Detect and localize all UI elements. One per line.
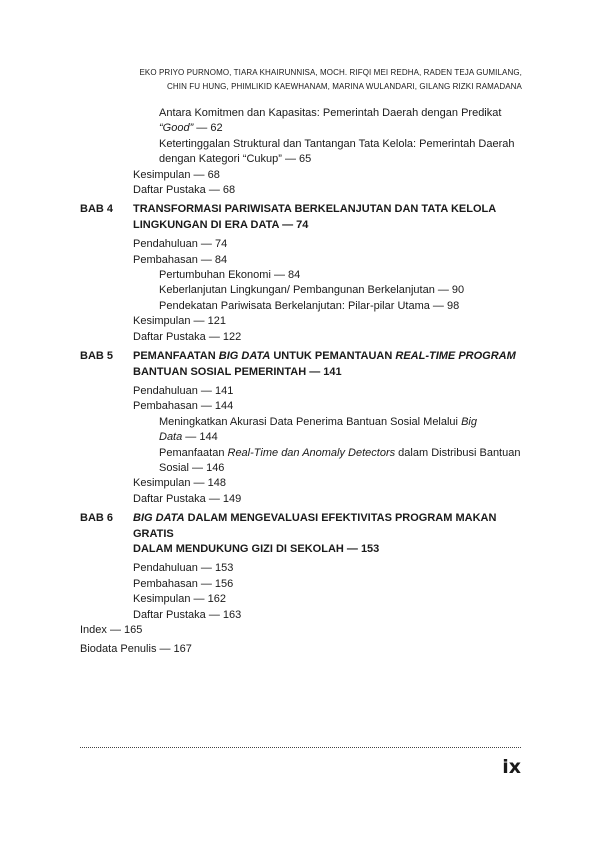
toc-entry-biodata[interactable]: Biodata Penulis — 167 [80, 643, 192, 656]
chapter-heading-bab-6[interactable] [80, 511, 525, 557]
toc-entry-pendahuluan[interactable]: Pendahuluan — 141 [133, 384, 234, 397]
chapter-number: BAB 4 [80, 203, 114, 216]
authors-line-2: CHIN FU HUNG, PHIMLIKID KAEWHANAM, MARINA WULANDARI, GILANG RIZKI RAMADANA [167, 81, 522, 91]
toc-entry-daftar-pustaka[interactable]: Daftar Pustaka — 149 [133, 492, 242, 505]
toc-entry-sub-cont[interactable]: Sosial — 146 [159, 461, 225, 474]
chapter-number: BAB 6 [80, 512, 114, 525]
toc-entry-kesimpulan[interactable]: Kesimpulan — 68 [133, 168, 220, 181]
toc-entry-daftar-pustaka[interactable]: Daftar Pustaka — 68 [133, 184, 236, 197]
toc-entry-kesimpulan[interactable]: Kesimpulan — 121 [133, 315, 226, 328]
chapter-title-line-1: BIG DATA DALAM MENGEVALUASI EFEKTIVITAS PROGRAM MAKAN GRATIS [133, 512, 497, 540]
toc-entry-sub[interactable]: Meningkatkan Akurasi Data Penerima Bantuan Sosial Melalui Big [159, 415, 477, 428]
chapter-title-line-1: TRANSFORMASI PARIWISATA BERKELANJUTAN DAN TATA KELOLA [133, 203, 497, 216]
toc-entry-sub[interactable]: Ketertinggalan Struktural dan Tantangan Tata Kelola: Pemerintah Daerah [159, 137, 515, 150]
chapter-title-line-2: LINGKUNGAN DI ERA DATA — 74 [133, 218, 309, 231]
toc-entry-index[interactable]: Index — 165 [80, 624, 143, 636]
chapter-title-line-1: PEMANFAATAN BIG DATA UNTUK PEMANTAUAN REAL-TIME PROGRAM [133, 350, 516, 363]
toc-entry-sub[interactable]: Pertumbuhan Ekonomi — 84 [159, 269, 301, 282]
toc-entry-sub[interactable]: Keberlanjutan Lingkungan/ Pembangunan Berkelanjutan — 90 [159, 284, 465, 297]
toc-entry-sub[interactable]: Pendekatan Pariwisata Berkelanjutan: Pilar-pilar Utama — 98 [159, 299, 460, 312]
toc-entry-sub-cont[interactable]: dengan Kategori “Cukup” — 65 [159, 153, 312, 166]
toc-entry-pendahuluan[interactable]: Pendahuluan — 74 [133, 238, 228, 251]
toc-entry-daftar-pustaka[interactable]: Daftar Pustaka — 163 [133, 608, 242, 621]
toc-entry-pendahuluan[interactable]: Pendahuluan — 153 [133, 562, 234, 575]
page-number: ix [502, 756, 521, 778]
chapter-title-line-2: DALAM MENDUKUNG GIZI DI SEKOLAH — 153 [133, 542, 380, 555]
chapter-number: BAB 5 [80, 350, 114, 363]
table-of-contents [80, 106, 525, 658]
toc-entry-sub[interactable]: Antara Komitmen dan Kapasitas: Pemerintah Daerah dengan Predikat [159, 107, 502, 119]
footer-divider [80, 747, 521, 748]
running-header [80, 66, 522, 93]
toc-entry-pembahasan[interactable]: Pembahasan — 84 [133, 253, 228, 266]
toc-entry-pembahasan[interactable]: Pembahasan — 156 [133, 577, 234, 590]
toc-entry-kesimpulan[interactable]: Kesimpulan — 148 [133, 477, 226, 490]
chapter-title-line-2: BANTUAN SOSIAL PEMERINTAH — 141 [133, 365, 342, 378]
chapter-heading-bab-4[interactable] [80, 202, 525, 233]
toc-entry-kesimpulan[interactable]: Kesimpulan — 162 [133, 593, 226, 606]
chapter-heading-bab-5[interactable] [80, 349, 525, 380]
toc-entry-sub[interactable]: Pemanfaatan Real-Time dan Anomaly Detectors dalam Distribusi Bantuan [159, 446, 521, 459]
toc-entry-pembahasan[interactable]: Pembahasan — 144 [133, 400, 234, 413]
toc-entry-daftar-pustaka[interactable]: Daftar Pustaka — 122 [133, 330, 242, 343]
authors-line-1: EKO PRIYO PURNOMO, TIARA KHAIRUNNISA, MOCH. RIFQI MEI REDHA, RADEN TEJA GUMILANG, [139, 68, 522, 77]
toc-entry-sub-cont[interactable]: Data — 144 [159, 431, 218, 444]
toc-entry-sub-cont[interactable]: “Good” — 62 [159, 122, 223, 135]
